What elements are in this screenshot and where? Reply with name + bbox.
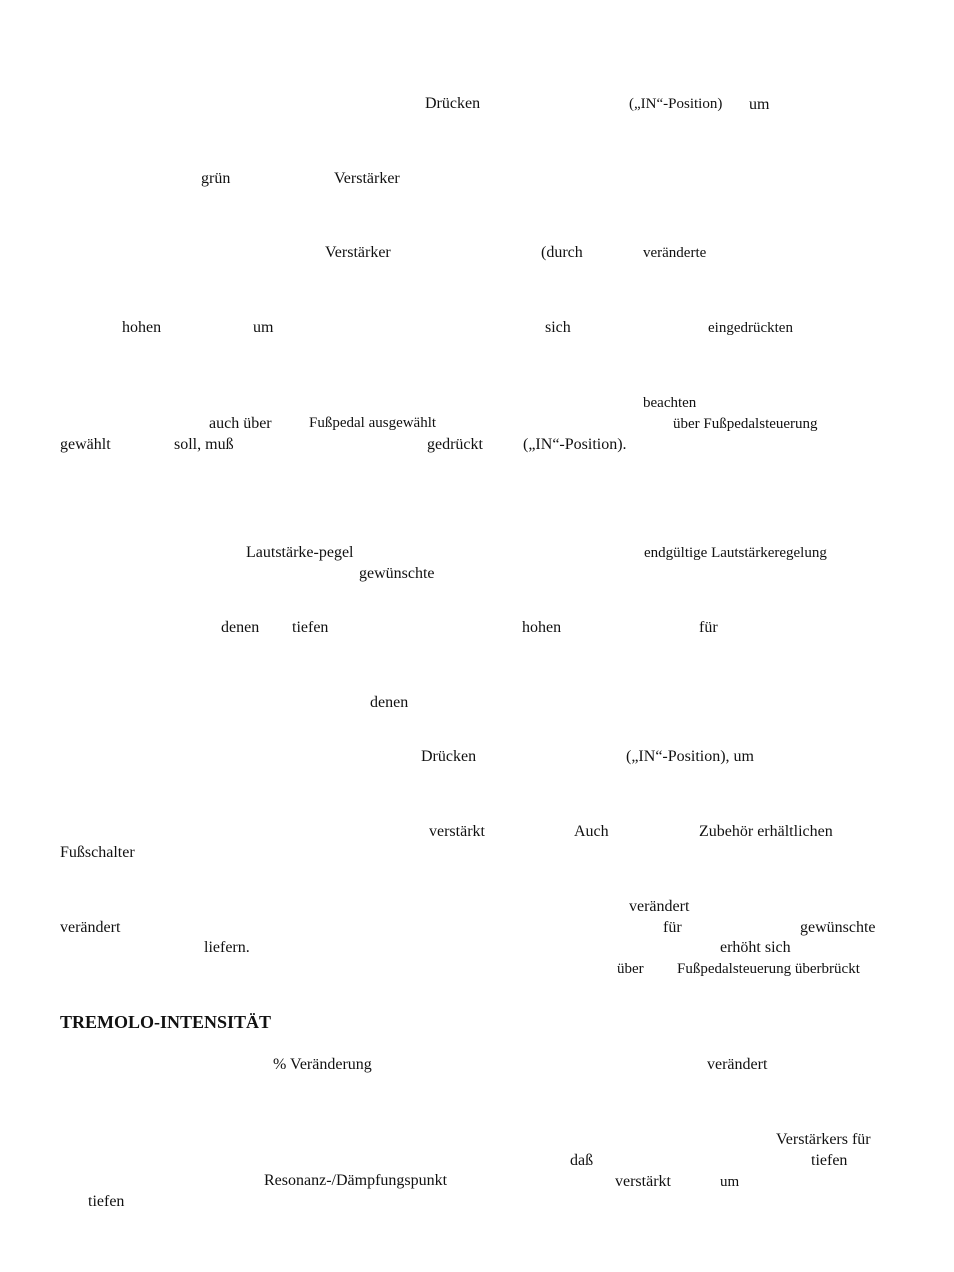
word: gewünschte <box>800 919 876 936</box>
word: tiefen <box>292 619 329 636</box>
word: eingedrückten <box>708 320 793 336</box>
word: Zubehör erhältlichen <box>699 823 833 840</box>
word: daß <box>570 1152 594 1169</box>
word: liefern. <box>204 939 250 956</box>
word: endgültige Lautstärkeregelung <box>644 545 827 561</box>
word: über <box>617 961 644 977</box>
word: soll, muß <box>174 436 234 453</box>
word: gedrückt <box>427 436 483 453</box>
word: Verstärker <box>334 170 400 187</box>
word: um <box>720 1174 740 1190</box>
word: um <box>253 319 274 336</box>
word: („IN“-Position). <box>523 436 627 453</box>
word: über Fußpedalsteuerung <box>673 416 818 432</box>
word: Lautstärke-pegel <box>246 544 354 561</box>
word: verstärkt <box>429 823 485 840</box>
word: veränderte <box>643 245 707 261</box>
word: (durch <box>541 244 583 261</box>
word: sich <box>545 319 571 336</box>
word: tiefen <box>811 1152 848 1169</box>
word: für <box>663 919 682 936</box>
word: Drücken <box>425 95 481 112</box>
section-heading: TREMOLO-INTENSITÄT <box>60 1012 272 1032</box>
word: Verstärkers für <box>776 1131 871 1148</box>
word: denen <box>221 619 260 636</box>
word: um <box>749 96 770 113</box>
word: Resonanz-/Dämpfungspunkt <box>264 1172 448 1189</box>
word: tiefen <box>88 1193 125 1210</box>
word: verändert <box>707 1056 768 1073</box>
word: verstärkt <box>615 1173 671 1190</box>
word: für <box>699 619 718 636</box>
word: verändert <box>60 919 121 936</box>
word: hohen <box>522 619 562 636</box>
word: grün <box>201 170 231 187</box>
word: Verstärker <box>325 244 391 261</box>
word: Drücken <box>421 748 477 765</box>
word: Fußschalter <box>60 844 135 861</box>
word: („IN“-Position) <box>629 96 723 112</box>
word: erhöht sich <box>720 939 791 956</box>
word: („IN“-Position), um <box>626 748 754 765</box>
word: denen <box>370 694 409 711</box>
word: % Veränderung <box>273 1056 372 1073</box>
word: Fußpedalsteuerung überbrückt <box>677 961 860 977</box>
word: Fußpedal ausgewählt <box>309 415 437 431</box>
word: auch über <box>209 415 272 432</box>
word: gewählt <box>60 436 111 453</box>
word: Auch <box>574 823 609 840</box>
word: verändert <box>629 898 690 915</box>
word: gewünschte <box>359 565 435 582</box>
word: hohen <box>122 319 162 336</box>
word: beachten <box>643 395 697 411</box>
